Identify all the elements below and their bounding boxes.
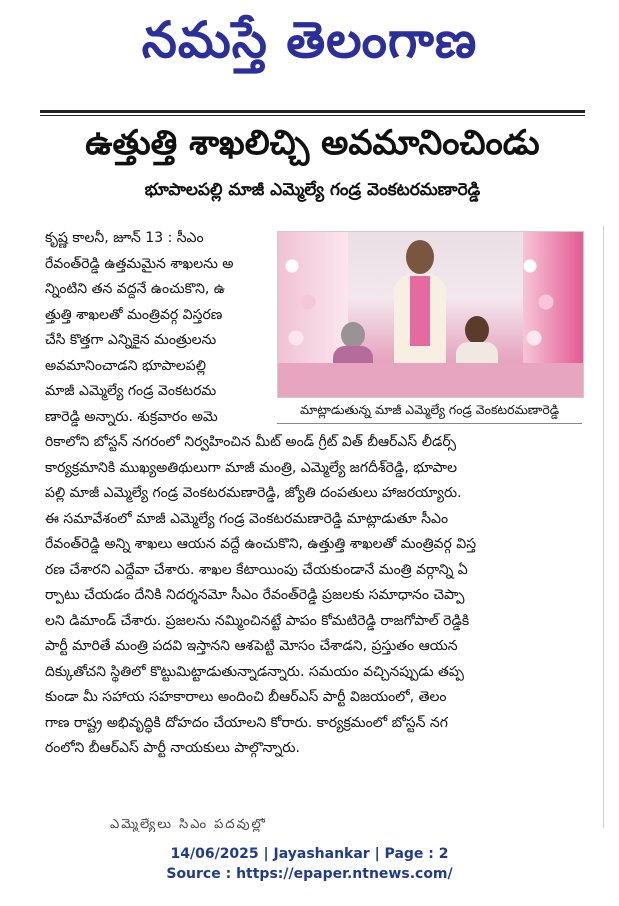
article-line: లని డిమాండ్ చేశారు. ప్రజలను నమ్మించినట్టే పాపం కోమటిరెడ్డి రాజగోపాల్ రెడ్డికి xyxy=(45,612,470,629)
article-line: చేసి కొత్తగా ఎన్నికైన మంత్రులను xyxy=(45,332,217,348)
article-line: పార్టీ మారితే మంత్రి పదవి ఇస్తానని ఆశపెట్టి మోసం చేశాడని, ప్రస్తుతం ఆయన xyxy=(45,638,458,654)
article-line: రణ చేశారని ఎద్దేవా చేశారు. శాఖల కేటాయింపు చేయకుండానే మంత్రి వర్గాన్ని ఏ xyxy=(45,561,468,578)
article-line: త్తుత్తి శాఖలతో మంత్రివర్గ విస్తరణ xyxy=(45,306,223,323)
article-line: కుండా మీ సహాయ సహకారాలు అందించి బీఆర్ఎస్ పార్టీ విజయంలో, తెలం xyxy=(45,689,447,705)
article-line: న్నింటిని తన వద్దనే ఉంచుకొని, ఉ xyxy=(45,281,225,297)
article-line: మాజీ ఎమ్మెల్యే గండ్ర వెంకటరమ xyxy=(45,383,217,399)
photo-flowers-right xyxy=(518,242,558,362)
headline-rule-thin xyxy=(40,115,585,116)
article-line: దిక్కుతోచని స్థితిలో కొట్టుమిట్టాడుతున్నాడన్నారు. సమయం వచ్చినప్పుడు తప్ప xyxy=(45,663,464,680)
footer-source: Source : https://epaper.ntnews.com/ xyxy=(166,866,453,882)
article-line: గాణ రాష్ట్ర అభివృద్ధికి దోహదం చేయాలని కోరారు. కార్యక్రమంలో బోస్టన్ నగ xyxy=(45,714,448,731)
article-line: ణారెడ్డి అన్నారు. శుక్రవారం అమె xyxy=(45,408,218,425)
article-line: కార్యక్రమానికి ముఖ్యఅతిథులుగా మాజీ మంత్రి, ఎమ్మెల్యే జగదీశ్‌రెడ్డి, భూపాల xyxy=(45,459,458,476)
photo-flowers-left xyxy=(280,242,320,362)
headline-rule-thick xyxy=(40,110,585,113)
article-line: ఈ సమావేశంలో మాజీ ఎమ్మెల్యే గండ్ర వెంకటరమణారెడ్డి మాట్లాడుతూ సీఎం xyxy=(45,510,449,527)
article-subheadline: భూపాలపల్లి మాజీ ఎమ్మెల్యే గండ్ర వెంకటరమణారెడ్డి xyxy=(144,180,481,200)
next-article-cutoff: ఎమ్మెల్యేలు సీఎం పదవుల్లో xyxy=(110,818,267,832)
masthead xyxy=(0,0,619,92)
article-line: రేవంత్‌రెడ్డి అన్ని శాఖలు ఆయన వద్దే ఉంచుకొని, ఉత్తుత్తి శాఖలతో మంత్రివర్గ విస్త xyxy=(45,536,477,552)
article-line: పల్లి మాజీ ఎమ్మెల్యే గండ్ర వెంకటరమణారెడ్డి, జ్యోతి దంపతులు హాజరయ్యారు. xyxy=(45,485,462,501)
column-divider xyxy=(603,226,604,828)
article-line: అవమానించాడని భూపాలపల్లి xyxy=(45,357,207,374)
article-line: రేవంత్‌రెడ్డి ఉత్తమమైన శాఖలను అ xyxy=(45,255,234,272)
article-photo xyxy=(277,231,584,398)
article-line: రికాలోని బోస్టన్ నగరంలో నిర్వహించిన మీట్ అండ్ గ్రీట్ విత్ బీఆర్ఎస్ లీడర్స్ xyxy=(45,434,457,450)
photo-caption: మాట్లాడుతున్న మాజీ ఎమ్మెల్యే గండ్ర వెంకటరమణారెడ్డి xyxy=(277,397,582,424)
article-line: రంలోని బీఆర్ఎస్ పార్టీ నాయకులు పాల్గొన్నారు. xyxy=(45,740,300,756)
newspaper-logo: నమస్తే తెలంగాణ xyxy=(141,10,478,69)
article-headline: ఉత్తుత్తి శాఖలిచ్చి అవమానించిండు xyxy=(85,123,540,163)
photo-table xyxy=(278,363,583,397)
footer-meta: 14/06/2025 | Jayashankar | Page : 2 xyxy=(170,846,449,862)
article-line: ర్పాటు చేయడం దేనికి నిదర్శనమో సీఎం రేవంత్‌రెడ్డి ప్రజలకు సమాధానం చెప్పా xyxy=(45,587,465,603)
article-line: కృష్ణ కాలనీ, జూన్ 13 : సీఎం xyxy=(45,230,204,246)
